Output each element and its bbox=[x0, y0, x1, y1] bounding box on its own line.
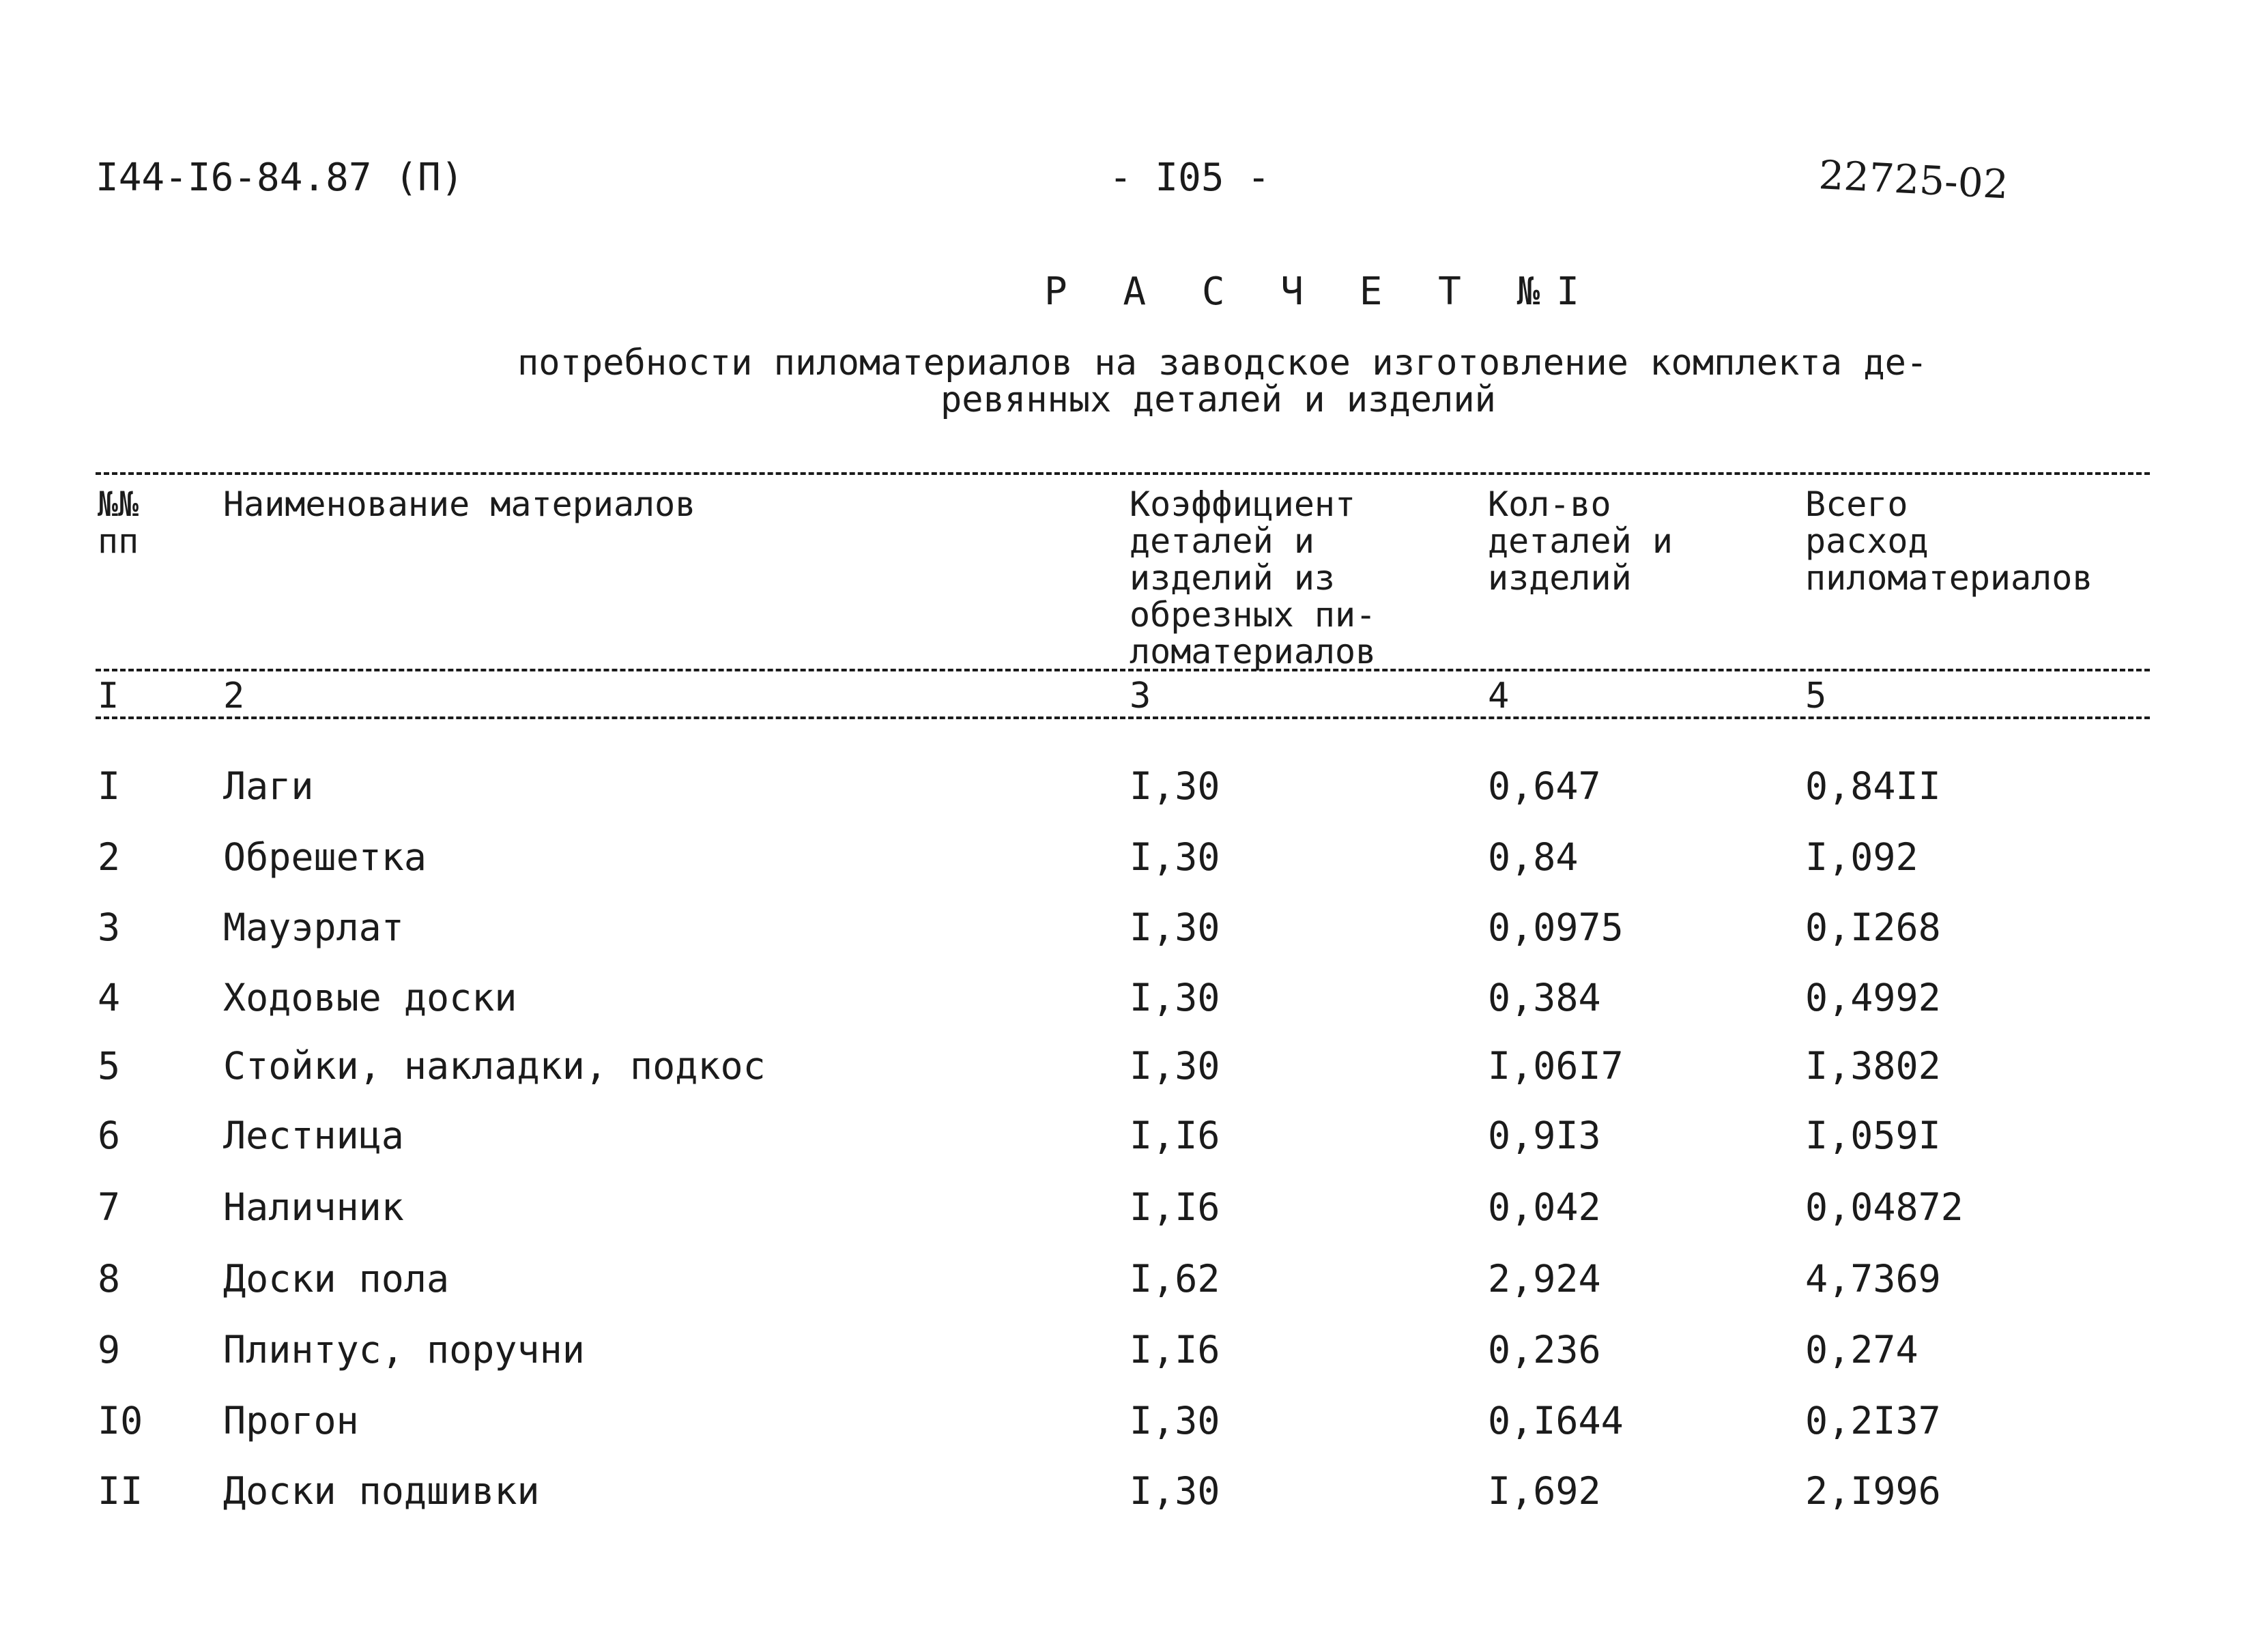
table-row bbox=[0, 905, 2257, 967]
quantity: 0,I644 bbox=[1488, 1399, 1624, 1443]
row-number: I0 bbox=[98, 1399, 143, 1443]
total-consumption: 0,04872 bbox=[1805, 1185, 1964, 1229]
total-consumption: 0,274 bbox=[1805, 1328, 1918, 1372]
row-number: 6 bbox=[98, 1114, 121, 1157]
coefficient: I,I6 bbox=[1130, 1328, 1220, 1372]
column-header-total: Всего расход пиломатериалов bbox=[1805, 484, 2093, 598]
material-name: Ходовые доски bbox=[223, 976, 517, 1019]
quantity: 0,384 bbox=[1488, 976, 1601, 1019]
coefficient: I,30 bbox=[1130, 1044, 1220, 1088]
table-row bbox=[0, 1185, 2257, 1247]
column-number-4: 4 bbox=[1488, 676, 1510, 716]
quantity: 0,042 bbox=[1488, 1185, 1601, 1229]
material-name: Лаги bbox=[223, 764, 314, 808]
material-name: Обрешетка bbox=[223, 835, 427, 879]
coefficient: I,30 bbox=[1130, 976, 1220, 1019]
table-row bbox=[0, 1257, 2257, 1318]
material-name: Наличник bbox=[223, 1185, 404, 1229]
column-number-5: 5 bbox=[1805, 676, 1827, 716]
material-name: Доски пола bbox=[223, 1257, 450, 1301]
total-consumption: 0,84II bbox=[1805, 764, 1941, 808]
table-row bbox=[0, 764, 2257, 826]
column-number-1: I bbox=[98, 676, 119, 716]
column-header-quantity: Кол-во деталей и изделий bbox=[1488, 484, 1673, 598]
total-consumption: 4,7369 bbox=[1805, 1257, 1941, 1301]
row-number: 5 bbox=[98, 1044, 121, 1088]
row-number: 8 bbox=[98, 1257, 121, 1301]
quantity: 0,236 bbox=[1488, 1328, 1601, 1372]
table-row bbox=[0, 1399, 2257, 1460]
row-number: II bbox=[98, 1469, 143, 1513]
total-consumption: 0,2I37 bbox=[1805, 1399, 1941, 1443]
table-top-rule bbox=[96, 472, 2150, 475]
column-header-number: №№ пп bbox=[98, 484, 139, 561]
coefficient: I,30 bbox=[1130, 1399, 1220, 1443]
column-header-coefficient: Коэффициент деталей и изделий из обрезных пи- ломатериалов bbox=[1130, 484, 1377, 671]
quantity: 0,647 bbox=[1488, 764, 1601, 808]
document-code: I44-I6-84.87 (П) bbox=[96, 156, 464, 200]
quantity: 0,9I3 bbox=[1488, 1114, 1601, 1157]
total-consumption: I,3802 bbox=[1805, 1044, 1941, 1088]
table-row bbox=[0, 1114, 2257, 1175]
row-number: 4 bbox=[98, 976, 121, 1019]
table-row bbox=[0, 835, 2257, 897]
column-numbers-bottom-rule bbox=[96, 716, 2150, 719]
coefficient: I,30 bbox=[1130, 764, 1220, 808]
row-number: 7 bbox=[98, 1185, 121, 1229]
material-name: Мауэрлат bbox=[223, 905, 404, 949]
total-consumption: I,059I bbox=[1805, 1114, 1941, 1157]
table-row bbox=[0, 976, 2257, 1037]
coefficient: I,62 bbox=[1130, 1257, 1220, 1301]
column-header-name: Наименование материалов bbox=[223, 484, 696, 524]
material-name: Прогон bbox=[223, 1399, 359, 1443]
page-title: Р А С Ч Е Т №I bbox=[1044, 270, 1596, 314]
row-number: 3 bbox=[98, 905, 121, 949]
row-number: I bbox=[98, 764, 121, 808]
quantity: 0,0975 bbox=[1488, 905, 1624, 949]
coefficient: I,I6 bbox=[1130, 1185, 1220, 1229]
column-number-3: 3 bbox=[1130, 676, 1151, 716]
table-row bbox=[0, 1044, 2257, 1105]
total-consumption: 0,4992 bbox=[1805, 976, 1941, 1019]
material-name: Плинтус, поручни bbox=[223, 1328, 585, 1372]
coefficient: I,I6 bbox=[1130, 1114, 1220, 1157]
table-row bbox=[0, 1469, 2257, 1531]
coefficient: I,30 bbox=[1130, 1469, 1220, 1513]
subtitle-line-2: ревянных деталей и изделий bbox=[940, 379, 1496, 420]
total-consumption: 2,I996 bbox=[1805, 1469, 1941, 1513]
total-consumption: 0,I268 bbox=[1805, 905, 1941, 949]
material-name: Лестница bbox=[223, 1114, 404, 1157]
material-name: Стойки, накладки, подкос bbox=[223, 1044, 766, 1088]
quantity: 0,84 bbox=[1488, 835, 1579, 879]
quantity: I,692 bbox=[1488, 1469, 1601, 1513]
total-consumption: I,092 bbox=[1805, 835, 1918, 879]
table-row bbox=[0, 1328, 2257, 1389]
quantity: I,06I7 bbox=[1488, 1044, 1624, 1088]
coefficient: I,30 bbox=[1130, 835, 1220, 879]
coefficient: I,30 bbox=[1130, 905, 1220, 949]
subtitle-line-1: потребности пиломатериалов на заводское изготовление комплекта де- bbox=[517, 343, 1928, 383]
archive-number: 22725-02 bbox=[1817, 151, 2010, 208]
row-number: 2 bbox=[98, 835, 121, 879]
column-number-2: 2 bbox=[223, 676, 245, 716]
row-number: 9 bbox=[98, 1328, 121, 1372]
quantity: 2,924 bbox=[1488, 1257, 1601, 1301]
column-numbers-top-rule bbox=[96, 669, 2150, 671]
page-number: - I05 - bbox=[1109, 156, 1271, 200]
material-name: Доски подшивки bbox=[223, 1469, 540, 1513]
